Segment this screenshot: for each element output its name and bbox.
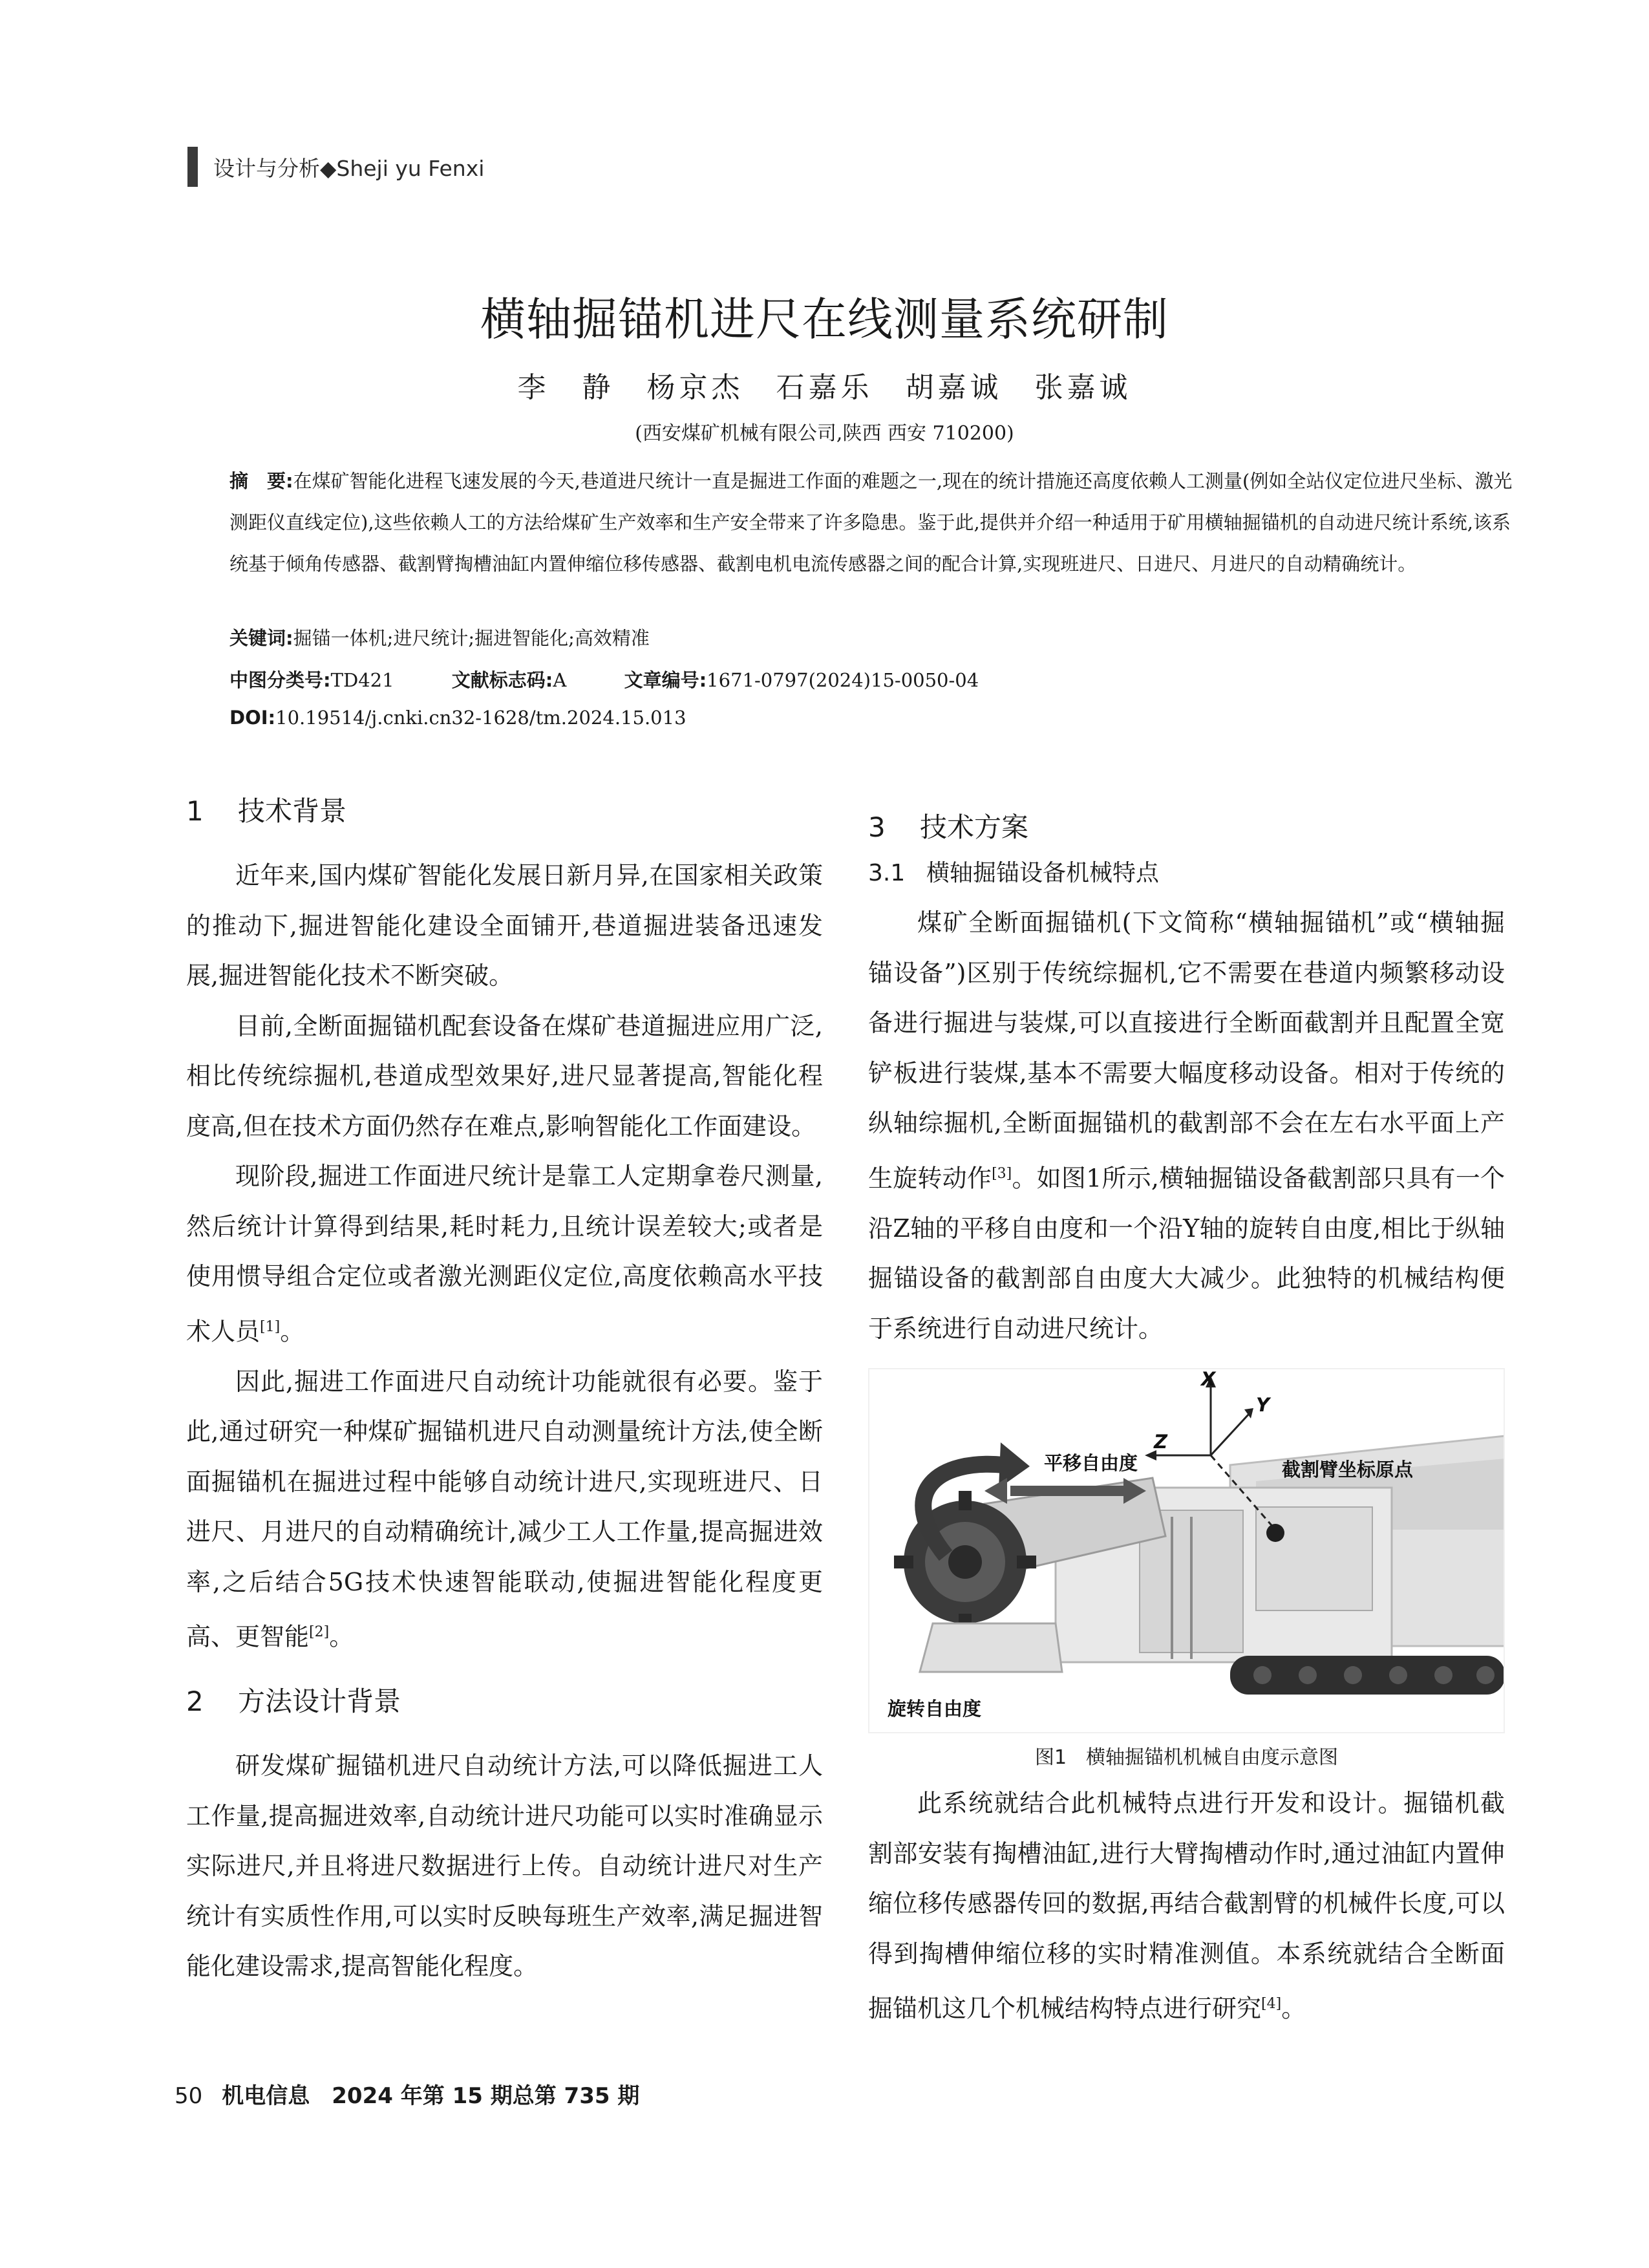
abstract-text: 在煤矿智能化进程飞速发展的今天,巷道进尺统计一直是掘进工作面的难题之一,现在的统计措施还高度依赖人工测量(例如全站仪定位进尺坐标、激光测距仪直线定位),这些依赖人工的方法给煤矿生产效率和生产安全带来了许多隐患。鉴于此,提供并介绍一种适用于矿用横轴掘锚机的自动进尺统计系统,该系统基于倾角传感器、截割臂掏槽油缸内置伸缩位移传感器、截割电机电流传感器之间的配合计算,实现班进尺、日进尺、月进尺的自动精确统计。 (229, 470, 1513, 575)
authors: 李 静 杨京杰 石嘉乐 胡嘉诚 张嘉诚 (517, 371, 1132, 404)
doi (229, 707, 686, 729)
article-number-value: 1671-0797(2024)15-0050-04 (707, 669, 979, 691)
paragraph-text: 因此,掘进工作面进尺自动统计功能就很有必要。鉴于此,通过研究一种煤矿掘锚机进尺自动测量统计方法,使全断面掘锚机在掘进过程中能够自动统计进尺,实现班进尺、日进尺、月进尺的自动精确统计,减少工人工作量,提高掘进效率,之后结合5G技术快速智能联动,使掘进智能化程度更高、更智能 (186, 1367, 823, 1651)
paragraph-text: 现阶段,掘进工作面进尺统计是靠工人定期拿卷尺测量,然后统计计算得到结果,耗时耗力,且统计误差较大;或者是使用惯导组合定位或者激光测距仪定位,高度依赖高水平技术人员 (186, 1162, 823, 1346)
citation: [3] (992, 1165, 1012, 1182)
figure-caption: 图1 横轴掘锚机机械自由度示意图 (1034, 1746, 1339, 1770)
axis-x-label: X (1201, 1368, 1216, 1391)
machine-illustration (868, 1368, 1505, 1733)
left-column (186, 789, 823, 1992)
paper-title: 横轴掘锚机进尺在线测量系统研制 (480, 293, 1169, 346)
paragraph: 近年来,国内煤矿智能化发展日新月异,在国家相关政策的推动下,掘进智能化建设全面铺开,巷道掘进装备迅速发展,掘进智能化技术不断突破。 (186, 861, 823, 990)
paragraph-text: 煤矿全断面掘锚机(下文简称“横轴掘锚机”或“横轴掘锚设备”)区别于传统综掘机,它不需要在巷道内频繁移动设备进行掘进与装煤,可以直接进行全断面截割并且配置全宽铲板进行装煤,基本不需要大幅度移动设备。相对于传统的纵轴综掘机,全断面掘锚机的截割部不会在左右水平面上产生旋转动作 (868, 908, 1505, 1193)
doc-code-label: 文献标志码: (451, 669, 553, 691)
section-title: 技术背景 (238, 795, 347, 827)
origin-label: 截割臂坐标原点 (1282, 1459, 1414, 1481)
section-title: 技术方案 (920, 811, 1029, 843)
page-number: 50 (175, 2083, 203, 2109)
right-column (868, 805, 1505, 2034)
citation: [1] (260, 1318, 281, 1335)
clc-label: 中图分类号: (229, 669, 331, 691)
paragraph (186, 1357, 823, 1663)
paragraph-end: 。 (329, 1622, 354, 1651)
citation: [4] (1261, 1996, 1282, 2013)
axis-y-label: Y (1256, 1394, 1270, 1417)
section-heading-2 (186, 1679, 823, 1724)
section-number: 2 (186, 1685, 204, 1718)
article-number-label: 文章编号: (624, 669, 707, 691)
header-text: 设计与分析◆Sheji yu Fenxi (213, 155, 485, 181)
keywords (229, 624, 650, 650)
section-title: 方法设计背景 (238, 1685, 401, 1718)
section-number: 1 (186, 795, 204, 827)
rotation-dof-label: 旋转自由度 (888, 1698, 982, 1720)
subsection-title: 横轴掘锚设备机械特点 (926, 860, 1160, 886)
doi-value: 10.19514/j.cnki.cn32-1628/tm.2024.15.013 (275, 707, 686, 729)
keywords-text: 掘锚一体机;进尺统计;掘进智能化;高效精准 (293, 627, 650, 649)
paragraph-end: 。 (1281, 1994, 1306, 2023)
abstract-label: 摘 要: (229, 470, 293, 492)
running-header (187, 147, 484, 186)
paragraph-text: 此系统就结合此机械特点进行开发和设计。掘锚机截割部安装有掏槽油缸,进行大臂掏槽动作时,通过油缸内置伸缩位移传感器传回的数据,再结合截割臂的机械件长度,可以得到掏槽伸缩位移的实时精准测值。本系统就结合全断面掘锚机这几个机械结构特点进行研究 (868, 1789, 1505, 2023)
paragraph: 研发煤矿掘锚机进尺自动统计方法,可以降低掘进工人工作量,提高掘进效率,自动统计进尺功能可以实时准确显示实际进尺,并且将进尺数据进行上传。自动统计进尺对生产统计有实质性作用,可以实时反映每班生产效率,满足掘进智能化建设需求,提高智能化程度。 (186, 1751, 823, 1981)
abstract (229, 460, 1513, 584)
paragraph: 目前,全断面掘锚机配套设备在煤矿巷道掘进应用广泛,相比传统综掘机,巷道成型效果好,进尺显著提高,智能化程度高,但在技术方面仍然存在难点,影响智能化工作面建设。 (186, 1011, 823, 1140)
citation: [2] (309, 1624, 330, 1641)
journal-info: 机电信息 2024 年第 15 期总第 735 期 (222, 2083, 640, 2109)
section-heading-3 (868, 805, 1505, 850)
paragraph-end: 。 (280, 1317, 305, 1346)
section-number: 3 (868, 811, 886, 843)
affiliation: (西安煤矿机械有限公司,陕西 西安 710200) (635, 422, 1014, 445)
translation-dof-label: 平移自由度 (1044, 1452, 1138, 1475)
clc-value: TD421 (330, 669, 394, 691)
header-bar (187, 147, 198, 187)
doc-code-value: A (553, 669, 567, 691)
doi-label: DOI: (229, 707, 276, 729)
paragraph-end: 。如图1所示,横轴掘锚设备截割部只具有一个沿Z轴的平移自由度和一个沿Y轴的旋转自由度,相比于纵轴掘锚设备的截割部自由度大大减少。此独特的机械结构便于系统进行自动进尺统计。 (868, 1164, 1505, 1343)
classification (229, 666, 979, 692)
paragraph (186, 1151, 823, 1357)
paragraph (868, 1779, 1505, 2034)
paragraph (868, 898, 1505, 1354)
section-heading-1 (186, 789, 823, 834)
keywords-label: 关键词: (229, 627, 293, 649)
subsection-heading-3-1 (868, 853, 1505, 894)
page-footer (175, 2078, 639, 2110)
figure-1 (868, 1368, 1505, 1733)
subsection-number: 3.1 (868, 860, 906, 886)
axis-z-label: Z (1154, 1431, 1168, 1453)
